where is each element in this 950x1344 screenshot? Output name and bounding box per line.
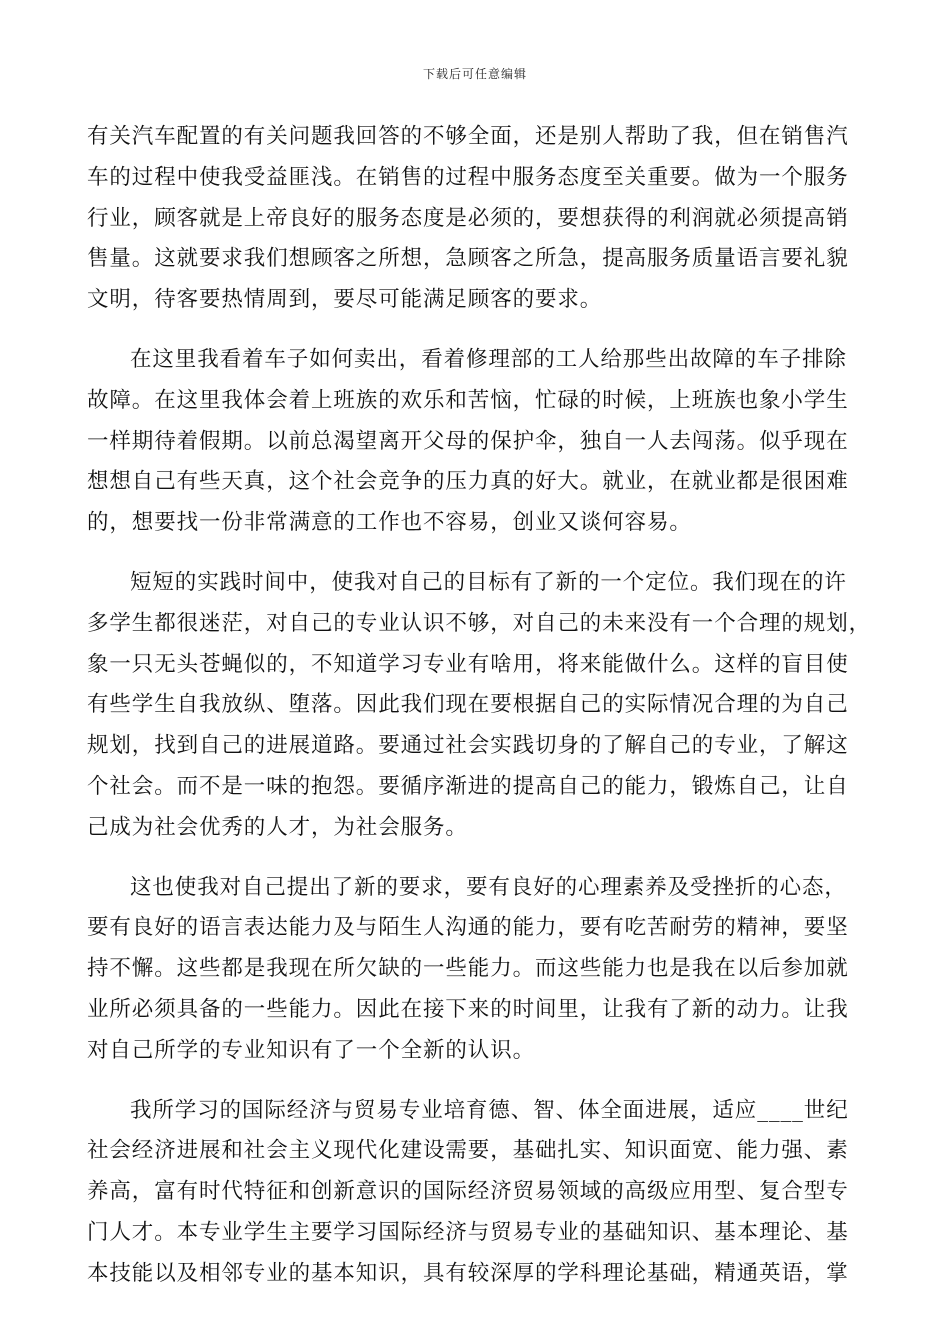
text-line: 养高，富有时代特征和创新意识的国际经济贸易领域的高级应用型、复合型专 [87, 1179, 849, 1205]
text-line: 有关汽车配置的有关问题我回答的不够全面，还是别人帮助了我，但在销售汽 [87, 124, 849, 149]
text-line: 门人才。本专业学生主要学习国际经济与贸易专业的基础知识、基本理论、基 [87, 1219, 849, 1245]
text-line: 在这里我看着车子如何卖出，看着修理部的工人给那些出故障的车子排除 [130, 346, 847, 372]
paragraph-2 [87, 340, 855, 544]
text-line: 文明，待客要热情周到，要尽可能满足顾客的要求。 [87, 287, 603, 313]
text-line: 一样期待着假期。以前总渴望离开父母的保护伞，独自一人去闯荡。似乎现在 [87, 428, 849, 454]
text-line: 这也使我对自己提出了新的要求，要有良好的心理素养及受挫折的心态， [130, 874, 847, 900]
paragraph-1 [87, 117, 855, 321]
text-line: 多学生都很迷茫，对自己的专业认识不够，对自己的未来没有一个合理的规划， [87, 610, 872, 636]
text-line: 本技能以及相邻专业的基本知识，具有较深厚的学科理论基础，精通英语，掌 [87, 1260, 849, 1286]
page-header: 下载后可任意编辑 [422, 67, 527, 81]
text-line: 有些学生自我放纵、堕落。因此我们现在要根据自己的实际情况合理的为自己 [87, 692, 849, 718]
text-line: 行业，顾客就是上帝良好的服务态度是必须的，要想获得的利润就必须提高销 [87, 205, 849, 231]
text-line: 短短的实践时间中，使我对自己的目标有了新的一个定位。我们现在的许 [130, 569, 847, 595]
text-line: 社会经济进展和社会主义现代化建设需要，基础扎实、知识面宽、能力强、素 [87, 1138, 849, 1164]
text-line: 个社会。而不是一味的抱怨。要循序渐进的提高自己的能力，锻炼自己，让自 [87, 773, 849, 799]
text-line: 我所学习的国际经济与贸易专业培育德、智、体全面进展，适应____世纪 [130, 1097, 849, 1123]
paragraph-5 [87, 1091, 855, 1295]
text-line: 想想自己有些天真，这个社会竞争的压力真的好大。就业，在就业都是很困难 [87, 469, 849, 495]
text-line: 对自己所学的专业知识有了一个全新的认识。 [87, 1037, 536, 1063]
text-line: 故障。在这里我体会着上班族的欢乐和苦恼，忙碌的时候，上班族也象小学生 [87, 387, 849, 413]
text-line: 车的过程中使我受益匪浅。在销售的过程中服务态度至关重要。做为一个服务 [87, 164, 849, 190]
text-line: 象一只无头苍蝇似的，不知道学习专业有啥用，将来能做什么。这样的盲目使 [87, 651, 849, 677]
document-body [87, 117, 872, 1295]
text-line: 己成为社会优秀的人才，为社会服务。 [87, 814, 468, 840]
text-line: 持不懈。这些都是我现在所欠缺的一些能力。而这些能力也是我在以后参加就 [87, 956, 849, 982]
text-line: 业所必须具备的一些能力。因此在接下来的时间里，让我有了新的动力。让我 [87, 996, 849, 1022]
text-line: 的，想要找一份非常满意的工作也不容易，创业又谈何容易。 [87, 510, 692, 536]
text-line: 规划，找到自己的进展道路。要通过社会实践切身的了解自己的专业，了解这 [87, 733, 849, 759]
text-line: 售量。这就要求我们想顾客之所想，急顾客之所急，提高服务质量语言要礼貌 [87, 246, 849, 272]
text-line: 要有良好的语言表达能力及与陌生人沟通的能力，要有吃苦耐劳的精神，要坚 [87, 915, 849, 941]
paragraph-4 [87, 868, 855, 1072]
paragraph-3 [87, 563, 872, 849]
